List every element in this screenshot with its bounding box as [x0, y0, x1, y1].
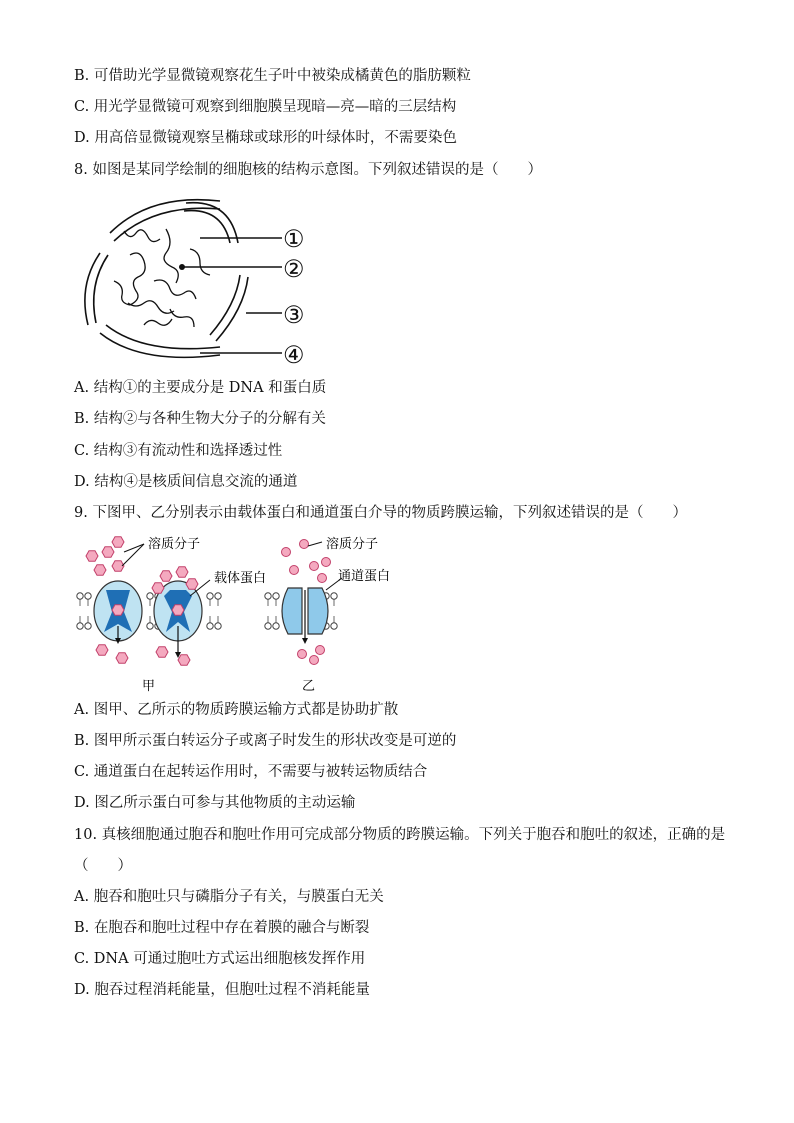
q8-option-b: B. 结构②与各种生物大分子的分解有关: [74, 411, 326, 427]
q10-option-a: A. 胞吞和胞吐只与磷脂分子有关，与膜蛋白无关: [74, 889, 384, 905]
q8-stem: 8. 如图是某同学绘制的细胞核的结构示意图。下列叙述错误的是（ ）: [74, 162, 542, 178]
yi-solute-label: 溶质分子: [326, 537, 379, 552]
q9-option-b: B. 图甲所示蛋白转运分子或离子时发生的形状改变是可逆的: [74, 733, 457, 749]
q9-option-c: C. 通道蛋白在起转运作用时，不需要与被转运物质结合: [74, 764, 428, 780]
yi-caption: 乙: [302, 679, 316, 694]
label-3: ③: [283, 301, 305, 329]
fig-jia: [77, 536, 266, 694]
nucleus-diagram: [70, 185, 320, 375]
q8-option-d: D. 结构④是核质间信息交流的通道: [74, 474, 298, 490]
q8-option-a: A. 结构①的主要成分是 DNA 和蛋白质: [74, 380, 327, 396]
q10-option-c: C. DNA 可通过胞吐方式运出细胞核发挥作用: [74, 951, 366, 967]
q10-option-b: B. 在胞吞和胞吐过程中存在着膜的融合与断裂: [74, 920, 370, 936]
q7-option-d: D. 用高倍显微镜观察呈椭球或球形的叶绿体时，不需要染色: [74, 130, 457, 146]
jia-carrier-label: 载体蛋白: [214, 571, 267, 586]
q7-option-c: C. 用光学显微镜可观察到细胞膜呈现暗—亮—暗的三层结构: [74, 99, 457, 115]
nuclear-envelope: [85, 200, 248, 358]
q8-option-c: C. 结构③有流动性和选择透过性: [74, 443, 283, 459]
label-4: ④: [283, 341, 305, 369]
q10-stem: 10. 真核细胞通过胞吞和胞吐作用可完成部分物质的跨膜运输。下列关于胞吞和胞吐的叙述，正确的是: [74, 827, 726, 843]
channel-protein-left: [282, 588, 302, 634]
transport-diagram: [72, 530, 402, 695]
q9-option-d: D. 图乙所示蛋白可参与其他物质的主动运输: [74, 795, 356, 811]
q9-option-a: A. 图甲、乙所示的物质跨膜运输方式都是协助扩散: [74, 702, 399, 718]
leader-lines: [182, 238, 282, 353]
channel-protein-right: [308, 588, 328, 634]
chromatin: [114, 229, 210, 327]
jia-solute-label: 溶质分子: [148, 537, 201, 552]
q10-stem-cont: （ ）: [74, 858, 132, 874]
fig-yi: [265, 536, 390, 694]
q9-stem: 9. 下图甲、乙分别表示由载体蛋白和通道蛋白介导的物质跨膜运输，下列叙述错误的是（ ）: [74, 505, 687, 521]
solute-in-carrier-2: [172, 605, 184, 615]
solute-in-carrier-1: [112, 605, 124, 615]
label-2: ②: [283, 255, 305, 283]
q7-option-b: B. 可借助光学显微镜观察花生子叶中被染成橘黄色的脂肪颗粒: [74, 68, 471, 84]
yi-channel-label: 通道蛋白: [338, 569, 391, 584]
label-1: ①: [283, 225, 305, 253]
q10-option-d: D. 胞吞过程消耗能量，但胞吐过程不消耗能量: [74, 982, 370, 998]
jia-caption: 甲: [142, 679, 156, 694]
